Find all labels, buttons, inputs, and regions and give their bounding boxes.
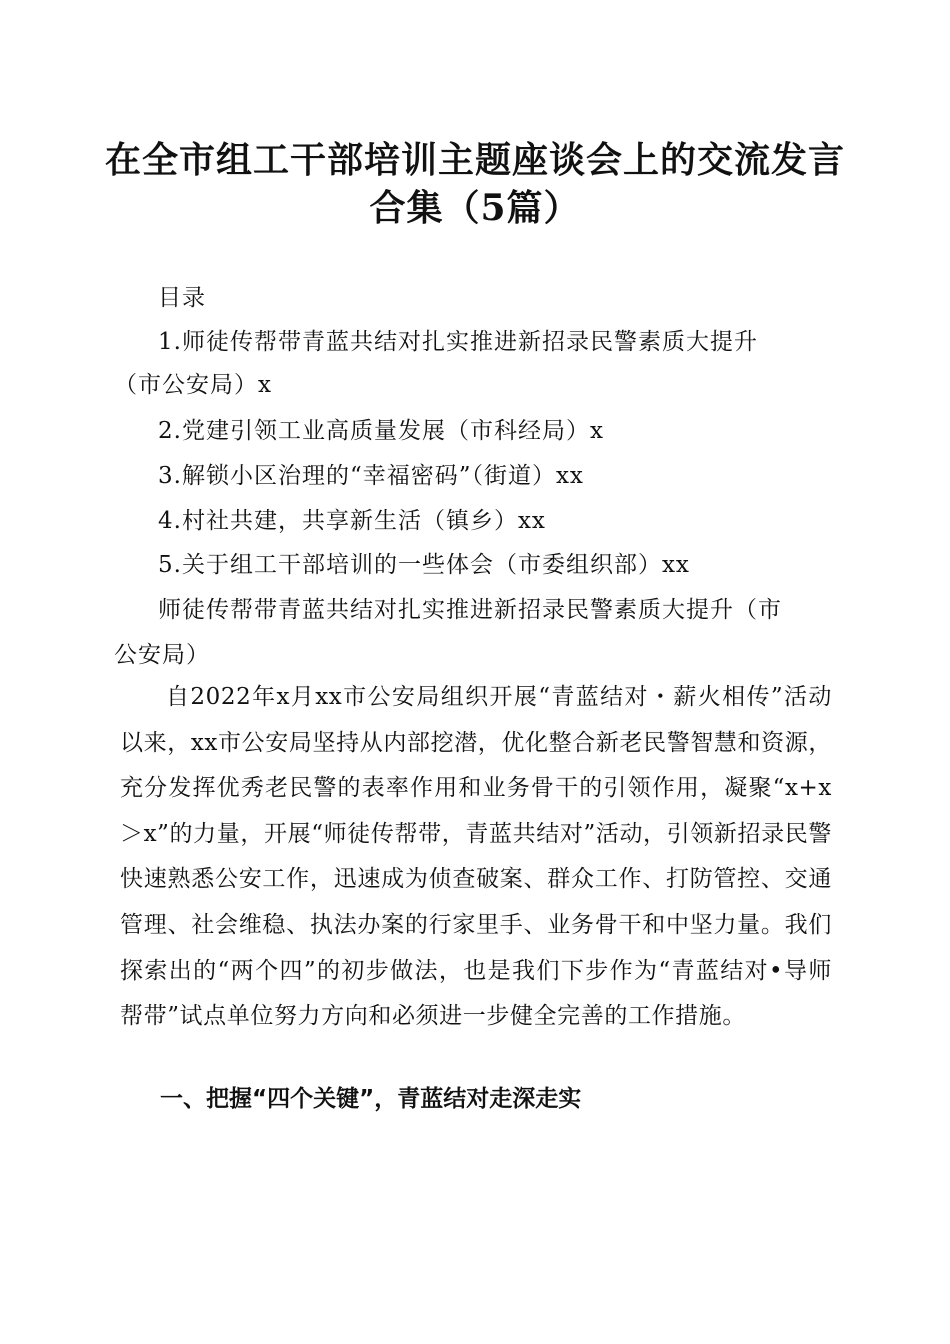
- document-title-line-2: 合集（5篇）: [369, 187, 581, 229]
- toc-item-2: 2.党建引领工业高质量发展（市科经局）x: [158, 418, 604, 444]
- section-heading: 一、把握“四个关键”，青蓝结对走深走实: [160, 1086, 582, 1112]
- toc-item-1-line-2: （市公安局）x: [114, 372, 272, 398]
- article-title-line-1: 师徒传帮带青蓝共结对扎实推进新招录民警素质大提升（市: [158, 597, 782, 623]
- article-paragraph: 自2022年x月xx市公安局组织开展“青蓝结对・薪火相传”活动以来，xx市公安局坚持从内部挖潜，优化整合新老民警智慧和资源，充分发挥优秀老民警的表率作用和业务骨干的引领作用，凝聚“x+x＞x”的力量，开展“师徒传帮带，青蓝共结对”活动，引领新招录民警快速熟悉公安工作，迅速成为侦查破案、群众工作、打防管控、交通管理、社会维稳、执法办案的行家里手、业务骨干和中坚力量。我们探索出的“两个四”的初步做法，也是我们下步作为“青蓝结对•导师帮带”试点单位努力方向和必须进一步健全完善的工作措施。: [120, 684, 832, 1030]
- toc-item-1-line-1: 1.师徒传帮带青蓝共结对扎实推进新招录民警素质大提升: [158, 329, 758, 355]
- document-title-line-1: 在全市组工干部培训主题座谈会上的交流发言: [104, 139, 845, 181]
- toc-item-5: 5.关于组工干部培训的一些体会（市委组织部）xx: [158, 552, 690, 578]
- toc-item-4: 4.村社共建，共享新生活（镇乡）xx: [158, 508, 546, 534]
- toc-heading: 目录: [158, 285, 206, 311]
- toc-item-3: 3.解锁小区治理的“幸福密码”（街道）xx: [158, 463, 584, 489]
- article-title-line-2: 公安局）: [114, 642, 210, 668]
